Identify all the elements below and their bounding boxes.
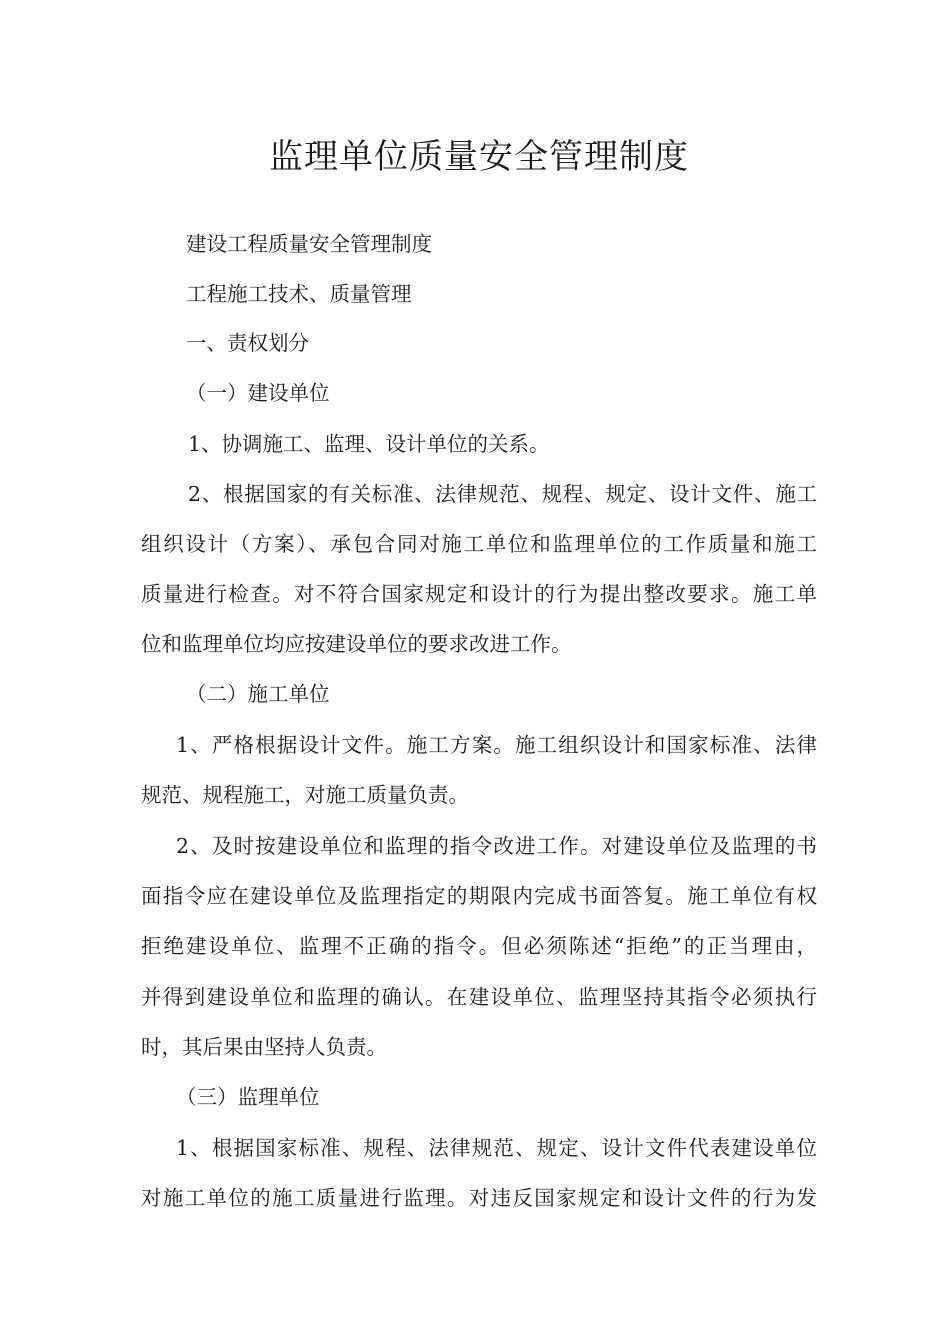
subsection-heading: （一）建设单位 <box>186 381 330 405</box>
section-heading: 工程施工技术、质量管理 <box>186 282 412 306</box>
paragraph-line: 并得到建设单位和监理的确认。在建设单位、监理坚持其指令必须执行 <box>141 985 817 1009</box>
subsection-heading: （二）施工单位 <box>186 682 330 706</box>
paragraph-line: 面指令应在建设单位及监理指定的期限内完成书面答复。施工单位有权 <box>141 884 817 908</box>
paragraph-line: 1、严格根据设计文件。施工方案。施工组织设计和国家标准、法律 <box>176 733 817 757</box>
subsection-heading: （三）监理单位 <box>176 1085 320 1109</box>
paragraph-line: 2、及时按建设单位和监理的指令改进工作。对建设单位及监理的书 <box>176 834 817 858</box>
paragraph-line: 质量进行检查。对不符合国家规定和设计的行为提出整改要求。施工单 <box>141 582 817 606</box>
paragraph-line: 1、根据国家标准、规程、法律规范、规定、设计文件代表建设单位 <box>176 1136 817 1160</box>
paragraph-line: 对施工单位的施工质量进行监理。对违反国家规定和设计文件的行为发 <box>141 1186 817 1210</box>
subtitle-line: 建设工程质量安全管理制度 <box>186 232 432 256</box>
section-heading: 一、责权划分 <box>186 331 309 355</box>
paragraph-line: 组织设计（方案）、承包合同对施工单位和监理单位的工作质量和施工 <box>141 532 817 556</box>
paragraph-line: 拒绝建设单位、监理不正确的指令。但必须陈述“拒绝”的正当理由， <box>141 934 817 958</box>
document-title: 监理单位质量安全管理制度 <box>269 137 689 177</box>
paragraph-line: 位和监理单位均应按建设单位的要求改进工作。 <box>141 632 572 656</box>
paragraph-line: 规范、规程施工，对施工质量负责。 <box>141 783 469 807</box>
paragraph-line: 1、协调施工、监理、设计单位的关系。 <box>188 432 550 456</box>
paragraph-line: 时，其后果由坚持人负责。 <box>141 1035 387 1059</box>
paragraph-line: 2、根据国家的有关标准、法律规范、规程、规定、设计文件、施工 <box>188 482 817 506</box>
